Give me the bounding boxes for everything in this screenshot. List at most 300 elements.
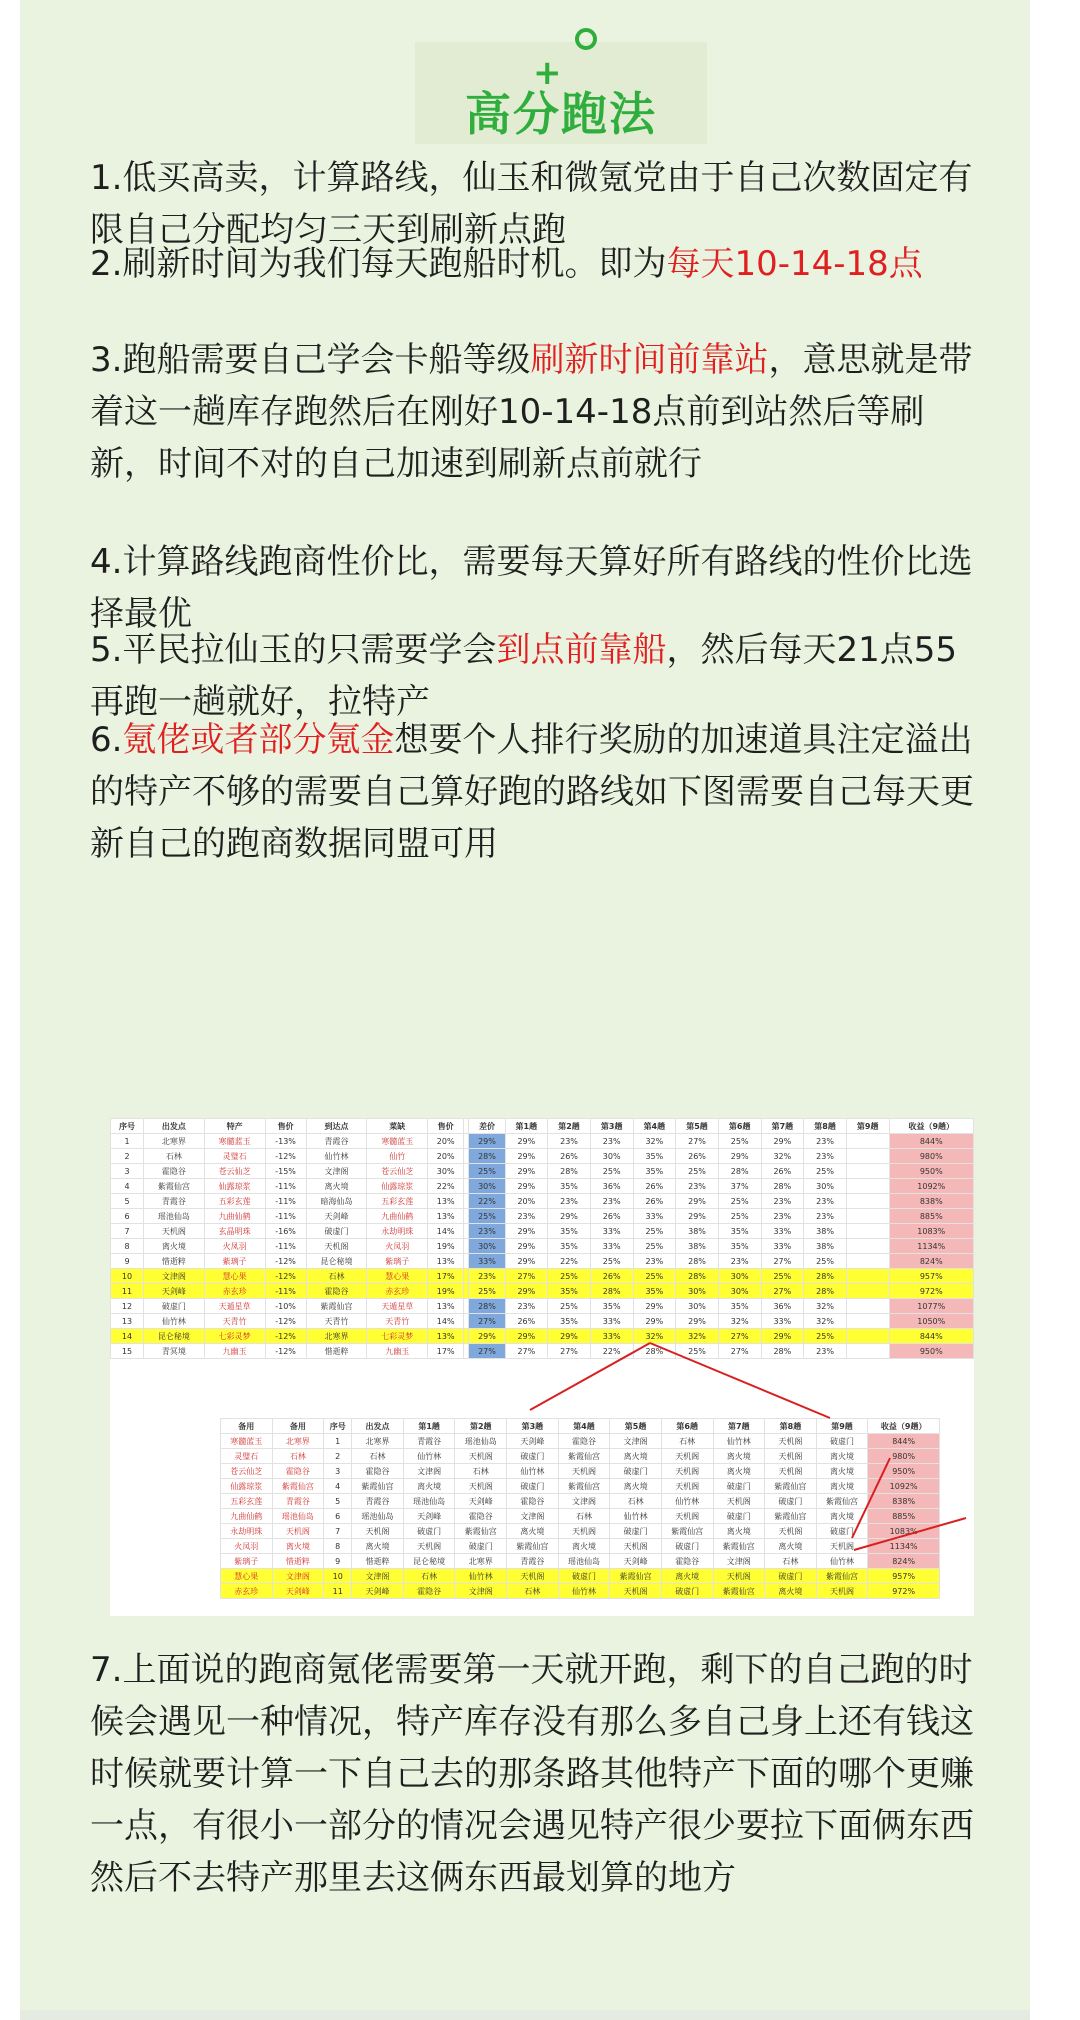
table-cell: 29% (505, 1254, 548, 1269)
table-cell: 33% (590, 1239, 633, 1254)
table-cell: 文津阁 (352, 1569, 404, 1584)
table-cell: 32% (633, 1134, 676, 1149)
table-cell: 离火境 (272, 1539, 324, 1554)
table-cell: 永劫明珠 (367, 1224, 428, 1239)
table-cell: 天机阁 (661, 1464, 713, 1479)
table-cell: 5 (111, 1194, 144, 1209)
table-cell: 25% (804, 1329, 847, 1344)
table-cell: 8 (111, 1239, 144, 1254)
table-cell: 文津阁 (713, 1554, 765, 1569)
header-cell: 第8趟 (804, 1119, 847, 1134)
table-cell: 文津阁 (455, 1584, 507, 1599)
table-cell: 紫霞仙宫 (765, 1479, 817, 1494)
table-cell: 35% (548, 1314, 591, 1329)
table-cell: 离火境 (143, 1239, 204, 1254)
table-cell: 29% (676, 1194, 719, 1209)
arrow-line-4 (854, 1518, 966, 1550)
table-cell: 离火境 (816, 1509, 868, 1524)
table-cell: 1077% (889, 1299, 973, 1314)
header-cell: 备用 (221, 1419, 273, 1434)
table-cell: 紫霞仙宫 (306, 1299, 367, 1314)
table-cell: 惜逝粹 (272, 1554, 324, 1569)
table-cell: 844% (868, 1434, 940, 1449)
table-cell: 五彩玄莲 (204, 1194, 265, 1209)
table-cell: 23% (804, 1194, 847, 1209)
table-cell: 五彩玄莲 (221, 1494, 273, 1509)
table-cell: 13% (428, 1254, 464, 1269)
table-cell: 天机阁 (661, 1509, 713, 1524)
table-cell: 20% (505, 1194, 548, 1209)
table-cell: -12% (265, 1344, 306, 1359)
table-cell: 28% (590, 1284, 633, 1299)
table-cell: 青霞谷 (143, 1194, 204, 1209)
header-cell: 第7趟 (713, 1419, 765, 1434)
table-cell: 石林 (558, 1509, 610, 1524)
table-cell: 仙露琼浆 (204, 1179, 265, 1194)
header-cell: 第6趟 (718, 1119, 761, 1134)
table-cell: 紫霞仙宫 (661, 1524, 713, 1539)
table-cell: 1 (111, 1134, 144, 1149)
table-cell: 紫霞仙宫 (558, 1449, 610, 1464)
table-cell: 紫霞仙宫 (143, 1179, 204, 1194)
table-cell: 33% (761, 1314, 804, 1329)
table-cell: 33% (469, 1254, 505, 1269)
table-cell: 天机阁 (455, 1449, 507, 1464)
table-cell: 霍隐谷 (558, 1434, 610, 1449)
table-cell: 瑶池仙岛 (455, 1434, 507, 1449)
table-cell: 火凤羽 (221, 1539, 273, 1554)
table-cell: 仙竹林 (455, 1569, 507, 1584)
table-cell: 29% (505, 1134, 548, 1149)
table-cell: 破虚门 (610, 1524, 662, 1539)
table-cell: 慧心果 (367, 1269, 428, 1284)
table-cell: 26% (633, 1194, 676, 1209)
table-cell: 6 (324, 1509, 352, 1524)
table-cell: 23% (505, 1299, 548, 1314)
table-cell: 25% (633, 1224, 676, 1239)
table-cell: 离火境 (403, 1479, 455, 1494)
table-cell: 天机阁 (765, 1464, 817, 1479)
table-cell: 离火境 (816, 1479, 868, 1494)
table-cell: 29% (505, 1179, 548, 1194)
table-cell: 23% (590, 1194, 633, 1209)
table-cell: 27% (718, 1329, 761, 1344)
table-cell: -10% (265, 1299, 306, 1314)
table-cell: 霍隐谷 (455, 1509, 507, 1524)
table-cell: 29% (761, 1329, 804, 1344)
table-cell: 27% (676, 1134, 719, 1149)
table-cell: 离火境 (816, 1464, 868, 1479)
table-cell: 824% (889, 1254, 973, 1269)
table-cell: 青霞谷 (352, 1494, 404, 1509)
table-cell: 9 (324, 1554, 352, 1569)
table-cell: 霍隐谷 (306, 1284, 367, 1299)
table-cell: 33% (590, 1224, 633, 1239)
table-cell: 27% (718, 1344, 761, 1359)
table-cell: 玄晶明珠 (204, 1224, 265, 1239)
table-cell: 天机阁 (558, 1524, 610, 1539)
paragraph-2 (90, 238, 990, 290)
table-cell: 天机阁 (661, 1479, 713, 1494)
table-cell: 13% (428, 1299, 464, 1314)
table-cell: 瑶池仙岛 (272, 1509, 324, 1524)
table-cell: 20% (428, 1149, 464, 1164)
table-cell: 霍隐谷 (661, 1554, 713, 1569)
paragraph-5-highlight: 到点前靠船 (496, 630, 667, 670)
table-cell: 石林 (403, 1569, 455, 1584)
header-cell: 第3趟 (590, 1119, 633, 1134)
table-cell: 天机阁 (610, 1539, 662, 1554)
table-cell: 25% (590, 1254, 633, 1269)
table-cell: 30% (469, 1239, 505, 1254)
header-cell: 第9趟 (816, 1419, 868, 1434)
table-cell: 天机阁 (661, 1449, 713, 1464)
table-cell: 离火境 (661, 1569, 713, 1584)
table-cell: 30% (804, 1179, 847, 1194)
header-cell: 第4趟 (558, 1419, 610, 1434)
table-cell: 紫霞仙宫 (713, 1584, 765, 1599)
table-cell: 20% (428, 1134, 464, 1149)
table-cell: 破虚门 (765, 1494, 817, 1509)
table-cell: 22% (548, 1254, 591, 1269)
table-cell: 25% (718, 1209, 761, 1224)
paragraph-6-text: 6. (90, 720, 123, 760)
table-cell: 8 (324, 1539, 352, 1554)
table-cell: 1092% (889, 1179, 973, 1194)
table-cell: 慧心果 (221, 1569, 273, 1584)
header-cell: 售价 (428, 1119, 464, 1134)
table-cell: 紫璃子 (367, 1254, 428, 1269)
table-cell: 石林 (507, 1584, 559, 1599)
table-cell: 天青竹 (306, 1314, 367, 1329)
paragraph-6 (90, 714, 990, 870)
table-cell: 7 (111, 1224, 144, 1239)
paragraph-3-highlight: 刷新时间前靠站 (530, 340, 769, 380)
table-cell: 九幽玉 (367, 1344, 428, 1359)
table-cell: 28% (804, 1284, 847, 1299)
table-cell: 950% (868, 1464, 940, 1479)
table-cell: 天剑峰 (272, 1584, 324, 1599)
table-cell: 文津阁 (403, 1464, 455, 1479)
table-cell: 天遁星草 (367, 1299, 428, 1314)
table-cell: 文津阁 (306, 1164, 367, 1179)
header-cell: 售价 (265, 1119, 306, 1134)
table-cell: 29% (505, 1329, 548, 1344)
table-cell: 29% (505, 1239, 548, 1254)
table-cell: 3 (324, 1464, 352, 1479)
table-cell: 35% (718, 1224, 761, 1239)
table-cell: 破虚门 (661, 1539, 713, 1554)
header-cell: 第2趟 (455, 1419, 507, 1434)
table-cell: 29% (676, 1209, 719, 1224)
table-cell: 30% (718, 1269, 761, 1284)
table-cell: 23% (761, 1209, 804, 1224)
table-cell: 破虚门 (816, 1434, 868, 1449)
table-cell: 紫霞仙宫 (713, 1539, 765, 1554)
arrow-line-3 (852, 1458, 890, 1538)
table-cell: 1 (324, 1434, 352, 1449)
table-cell: 29% (761, 1134, 804, 1149)
table-cell: 28% (633, 1344, 676, 1359)
table-cell: 27% (505, 1344, 548, 1359)
table-cell: 13% (428, 1194, 464, 1209)
table-cell: 石林 (455, 1464, 507, 1479)
table-cell: 6 (111, 1209, 144, 1224)
table-cell: 青霞谷 (272, 1494, 324, 1509)
table-cell: 破虚门 (661, 1584, 713, 1599)
table-cell: 23% (505, 1209, 548, 1224)
paragraph-2-text: 2.刷新时间为我们每天跑船时机。即为 (90, 244, 667, 284)
table-cell: 13% (428, 1329, 464, 1344)
table-cell: 35% (633, 1149, 676, 1164)
header-cell: 第5趟 (676, 1119, 719, 1134)
table-cell: 27% (505, 1269, 548, 1284)
table-cell: 赤玄珍 (367, 1284, 428, 1299)
table-cell: 仙露琼浆 (221, 1479, 273, 1494)
header-cell: 第6趟 (661, 1419, 713, 1434)
table-cell: 1092% (868, 1479, 940, 1494)
table-cell: 14 (111, 1329, 144, 1344)
table-cell: 天剑峰 (507, 1434, 559, 1449)
table-cell: 石林 (143, 1149, 204, 1164)
table-cell: 33% (761, 1224, 804, 1239)
paragraph-3-text: 3.跑船需要自己学会卡船等级 (90, 340, 531, 380)
table-cell: 23% (676, 1179, 719, 1194)
table-cell: 28% (469, 1299, 505, 1314)
table-cell: 石林 (661, 1434, 713, 1449)
table-cell: 28% (548, 1164, 591, 1179)
table-cell: 紫璃子 (221, 1554, 273, 1569)
table-cell: -12% (265, 1149, 306, 1164)
table-cell: 九曲仙鹤 (204, 1209, 265, 1224)
table-cell: 26% (505, 1314, 548, 1329)
table-cell: 22% (428, 1179, 464, 1194)
table-cell: 23% (804, 1344, 847, 1359)
table-cell: 17% (428, 1269, 464, 1284)
table-cell: 885% (889, 1209, 973, 1224)
table-cell: 仙竹 (367, 1149, 428, 1164)
table-cell: 天机阁 (610, 1584, 662, 1599)
header-cell: 第5趟 (610, 1419, 662, 1434)
table-cell: 22% (590, 1344, 633, 1359)
table-cell: 天机阁 (816, 1539, 868, 1554)
table-cell: 25% (469, 1164, 505, 1179)
table-cell: 824% (868, 1554, 940, 1569)
table-cell: 破虚门 (403, 1524, 455, 1539)
table-cell: 仙竹林 (558, 1584, 610, 1599)
paragraph-5 (90, 624, 990, 728)
table-cell: 13% (428, 1209, 464, 1224)
table-cell: 23% (804, 1209, 847, 1224)
table-cell: 28% (804, 1269, 847, 1284)
table-cell: 38% (804, 1224, 847, 1239)
table-cell: 23% (469, 1269, 505, 1284)
table-cell: 38% (676, 1239, 719, 1254)
header-cell: 收益（9趟） (868, 1419, 940, 1434)
table-cell: -11% (265, 1209, 306, 1224)
table-cell: 天机阁 (816, 1584, 868, 1599)
table-cell: 惜逝粹 (352, 1554, 404, 1569)
table-cell: 838% (889, 1194, 973, 1209)
table-cell: 4 (111, 1179, 144, 1194)
table-cell: 破虚门 (713, 1479, 765, 1494)
table-cell: 天机阁 (558, 1464, 610, 1479)
table-cell: 紫霞仙宫 (272, 1479, 324, 1494)
table-cell: 25% (676, 1344, 719, 1359)
table-cell: 紫霞仙宫 (507, 1539, 559, 1554)
table-cell: 离火境 (765, 1539, 817, 1554)
table-cell: 离火境 (713, 1524, 765, 1539)
table-cell: 天机阁 (403, 1539, 455, 1554)
table-cell: 离火境 (352, 1539, 404, 1554)
table-cell: 天剑峰 (455, 1494, 507, 1509)
header-cell: 第3趟 (507, 1419, 559, 1434)
table-cell: 破虚门 (143, 1299, 204, 1314)
table-cell: 30% (676, 1284, 719, 1299)
table-cell: 破虚门 (610, 1464, 662, 1479)
table-cell: 33% (761, 1239, 804, 1254)
table-cell: 32% (676, 1329, 719, 1344)
table-cell: 25% (469, 1209, 505, 1224)
page-title: 高分跑法 (465, 87, 657, 141)
table-cell: 1083% (868, 1524, 940, 1539)
title-box (415, 42, 707, 144)
table-cell: 仙竹林 (507, 1464, 559, 1479)
table-cell: 30% (676, 1299, 719, 1314)
table-cell: 紫霞仙宫 (455, 1524, 507, 1539)
table-cell: 36% (590, 1179, 633, 1194)
table-cell: 25% (633, 1269, 676, 1284)
table-cell: 天机阁 (765, 1524, 817, 1539)
table-cell: 22% (469, 1194, 505, 1209)
table-cell: 29% (505, 1164, 548, 1179)
table-cell: 10 (324, 1569, 352, 1584)
table-cell: 紫璃子 (204, 1254, 265, 1269)
header-cell: 特产 (204, 1119, 265, 1134)
table-cell: 19% (428, 1239, 464, 1254)
table-cell: 26% (676, 1149, 719, 1164)
table-cell: 赤玄珍 (204, 1284, 265, 1299)
table-cell: 瑶池仙岛 (403, 1494, 455, 1509)
arrow-line-1 (530, 1343, 650, 1410)
table-cell: 天机阁 (765, 1434, 817, 1449)
table-cell: -15% (265, 1164, 306, 1179)
table-cell: 离火境 (610, 1449, 662, 1464)
table-cell: 25% (548, 1269, 591, 1284)
table-cell: 27% (761, 1254, 804, 1269)
table-cell: 离火境 (610, 1479, 662, 1494)
table-cell: 霍隐谷 (507, 1494, 559, 1509)
table-cell: 7 (324, 1524, 352, 1539)
table-cell: 950% (889, 1344, 973, 1359)
table-cell: 寒髓蓝玉 (204, 1134, 265, 1149)
table-cell: 天机阁 (507, 1569, 559, 1584)
table-cell: 紫霞仙宫 (816, 1494, 868, 1509)
table-cell: 九曲仙鹤 (221, 1509, 273, 1524)
table-cell: 957% (889, 1269, 973, 1284)
table-cell: 青冥境 (143, 1344, 204, 1359)
table-cell: 慧心果 (204, 1269, 265, 1284)
paragraph-1: 1.低买高卖，计算路线，仙玉和微氪党由于自己次数固定有限自己分配均匀三天到刷新点跑 (90, 158, 973, 250)
table-cell: 33% (590, 1314, 633, 1329)
header-cell: 到达点 (306, 1119, 367, 1134)
table-cell: 29% (505, 1284, 548, 1299)
table-cell: 文津阁 (610, 1434, 662, 1449)
table-cell: 永劫明珠 (221, 1524, 273, 1539)
table-cell: 青霞谷 (403, 1434, 455, 1449)
table-cell: 28% (676, 1254, 719, 1269)
table-cell: 暗海仙岛 (306, 1194, 367, 1209)
table-cell: 破虚门 (816, 1524, 868, 1539)
table-cell: 天机阁 (765, 1449, 817, 1464)
table-cell: 天机阁 (713, 1494, 765, 1509)
circle-icon (575, 28, 597, 50)
header-cell: 第7趟 (761, 1119, 804, 1134)
table-cell: 35% (548, 1239, 591, 1254)
table-cell: 天青竹 (204, 1314, 265, 1329)
table-cell: -12% (265, 1314, 306, 1329)
table-cell: 29% (469, 1329, 505, 1344)
table-cell: 北寒界 (306, 1329, 367, 1344)
table-cell: 37% (718, 1179, 761, 1194)
table-cell: 29% (633, 1314, 676, 1329)
table-cell: 文津阁 (558, 1494, 610, 1509)
table-cell: 苍云仙芝 (367, 1164, 428, 1179)
table-cell: 23% (590, 1134, 633, 1149)
table-cell: 破虚门 (558, 1569, 610, 1584)
table-cell: 30% (428, 1164, 464, 1179)
paragraph-3 (90, 334, 990, 490)
table-cell: 天机阁 (455, 1479, 507, 1494)
paragraph-5-rest: ，然后每天21点55再跑一趟就好，拉特产 (90, 630, 957, 722)
table-cell: 天机阁 (713, 1569, 765, 1584)
table-cell: 29% (548, 1329, 591, 1344)
table-cell: 35% (718, 1239, 761, 1254)
table-cell: 破虚门 (306, 1224, 367, 1239)
header-cell: 第4趟 (633, 1119, 676, 1134)
table-cell: 仙竹林 (713, 1434, 765, 1449)
table-cell: 石林 (765, 1554, 817, 1569)
table-cell: 北寒界 (352, 1434, 404, 1449)
table-cell: 28% (676, 1269, 719, 1284)
table-cell: 29% (505, 1149, 548, 1164)
table-cell: 23% (548, 1194, 591, 1209)
paragraph-2-highlight: 每天10-14-18点 (666, 244, 923, 284)
table-cell: 17% (428, 1344, 464, 1359)
table-cell: 32% (804, 1299, 847, 1314)
table-cell: 35% (590, 1299, 633, 1314)
table-cell: 4 (324, 1479, 352, 1494)
table-cell: 25% (718, 1134, 761, 1149)
header-cell: 出发点 (143, 1119, 204, 1134)
table-cell: 灵璧石 (204, 1149, 265, 1164)
paragraph-7: 7.上面说的跑商氪佬需要第一天就开跑，剩下的自己跑的时候会遇见一种情况，特产库存没有那么多自己身上还有钱这时候就要计算一下自己去的那条路其他特产下面的哪个更赚一点，有很小一部分的情况会遇见特产很少要拉下面俩东西然后不去特产那里去这俩东西最划算的地方 (90, 1650, 974, 1898)
table-cell: 38% (804, 1239, 847, 1254)
header-cell: 第9趟 (846, 1119, 889, 1134)
table-cell: 石林 (306, 1269, 367, 1284)
table-cell: 破虚门 (713, 1509, 765, 1524)
table-cell: 七彩灵梦 (204, 1329, 265, 1344)
table-cell: 离火境 (306, 1179, 367, 1194)
table-cell: 29% (676, 1314, 719, 1329)
table-cell: 赤玄珍 (221, 1584, 273, 1599)
table-cell: 石林 (272, 1449, 324, 1464)
table-cell: 25% (590, 1164, 633, 1179)
table-cell: 23% (548, 1134, 591, 1149)
table-cell: 950% (889, 1164, 973, 1179)
table-cell: 25% (633, 1239, 676, 1254)
table-cell: -12% (265, 1269, 306, 1284)
